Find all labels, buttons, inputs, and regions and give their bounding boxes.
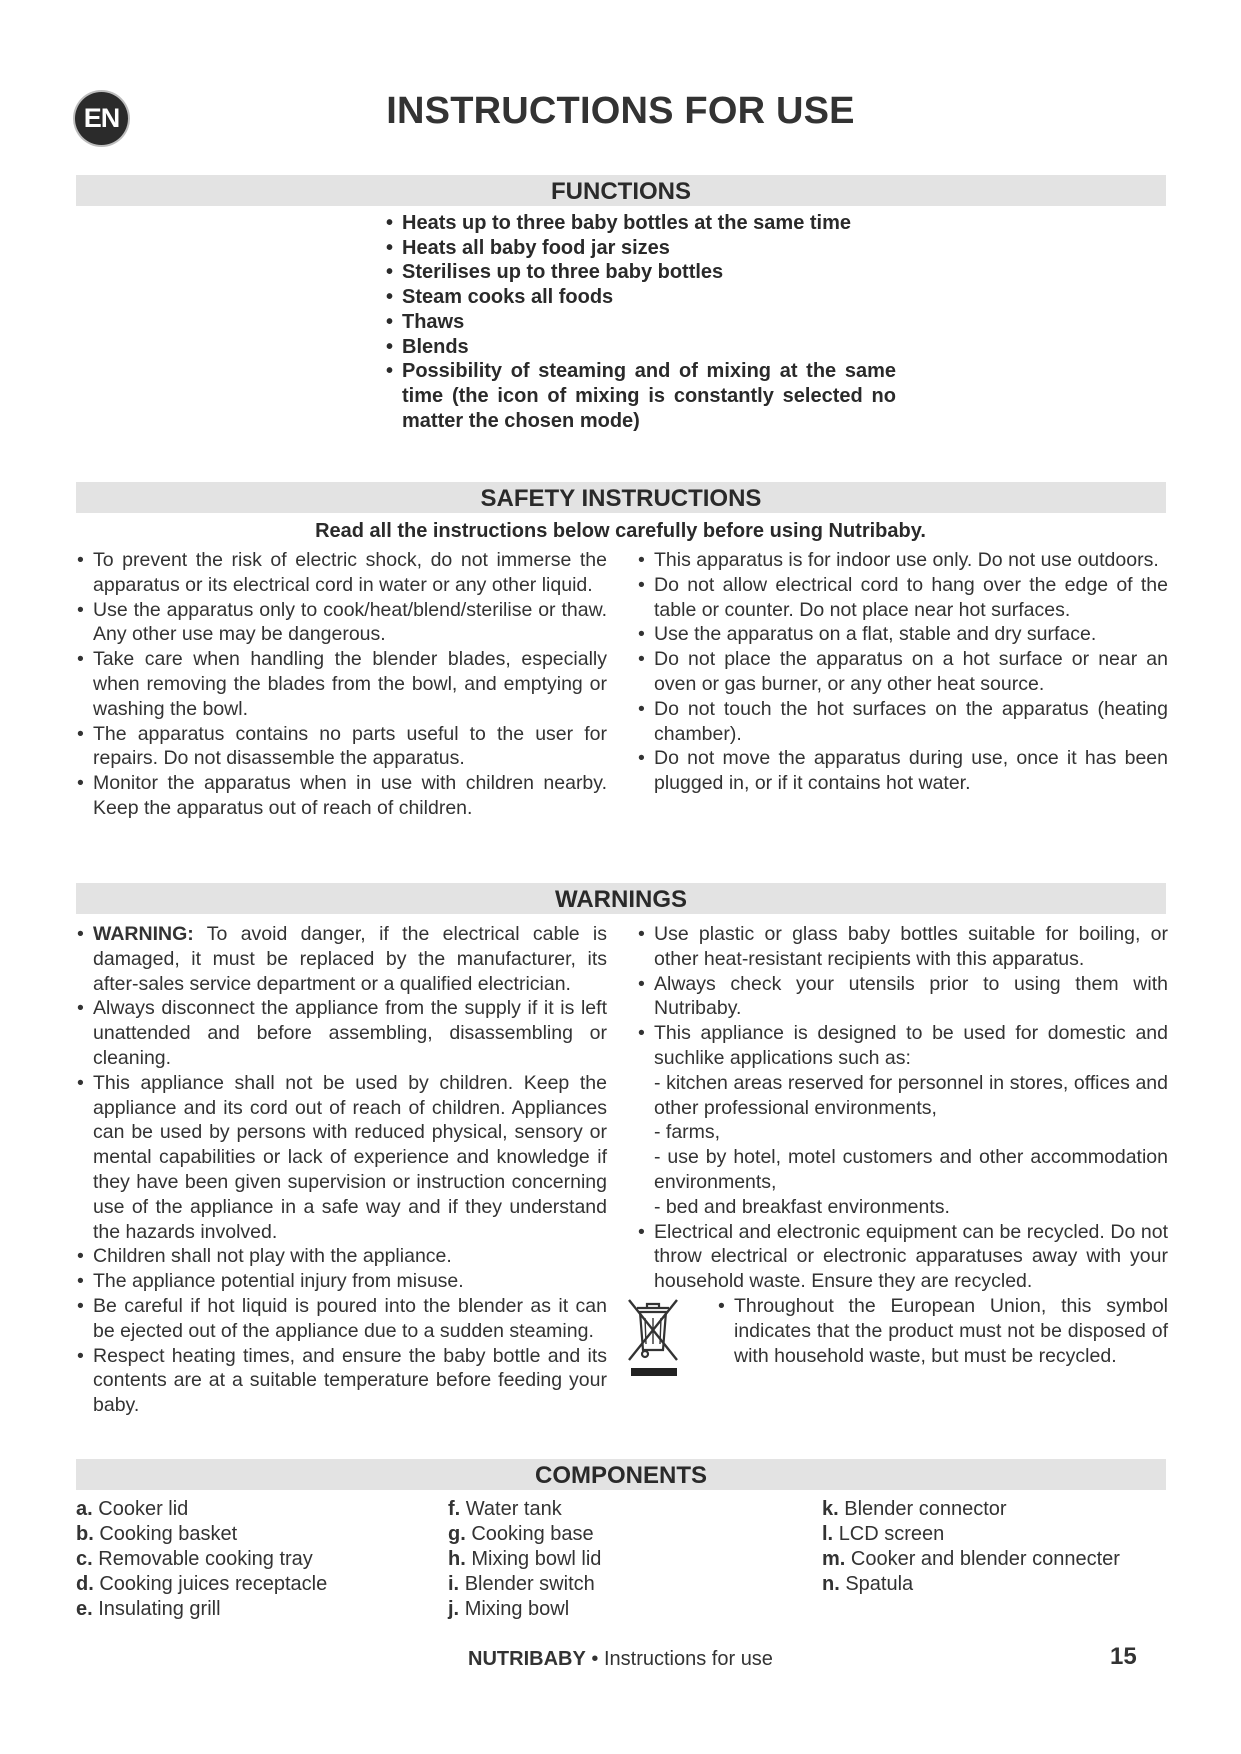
list-item: • Thaws: [386, 310, 896, 335]
list-item: • Take care when handling the blender blades, especially when removing the blades from the bowl, and emptying or washing the bowl.: [77, 647, 607, 721]
list-item: h. Mixing bowl lid: [448, 1548, 602, 1570]
list-item: • Always disconnect the appliance from the supply if it is left unattended and before assembling, disassembling or cleaning.: [77, 996, 607, 1070]
page-number: 15: [1110, 1643, 1137, 1670]
list-item: [77, 922, 607, 996]
list-item: c. Removable cooking tray: [76, 1548, 313, 1570]
warnings-right-column: [638, 922, 1168, 1368]
list-item: • Blends: [386, 335, 896, 360]
list-item: • Monitor the apparatus when in use with children nearby. Keep the apparatus out of reach of children.: [77, 771, 607, 821]
list-item: n. Spatula: [822, 1573, 914, 1595]
list-item: • This appliance shall not be used by children. Keep the appliance and its cord out of reach of children. Appliances can be used by persons with reduced physical, sensory or mental capabilities or lack of experience and knowledge if they have been given supervision or instruction concerning use of the appliance in a safe way and if they understand the hazards involved.: [77, 1071, 607, 1245]
list-item: • Use plastic or glass baby bottles suitable for boiling, or other heat-resistant recipients with this apparatus.: [638, 922, 1168, 972]
footer-separator: •: [591, 1648, 599, 1670]
list-item: • Children shall not play with the appliance.: [77, 1244, 607, 1269]
list-item: • Possibility of steaming and of mixing at the same time (the icon of mixing is constantly selected no matter the chosen mode): [386, 359, 896, 433]
list-item: d. Cooking juices receptacle: [76, 1573, 328, 1595]
list-item: j. Mixing bowl: [448, 1598, 570, 1620]
list-item: • Be careful if hot liquid is poured into the blender as it can be ejected out of the appliance due to a sudden steaming.: [77, 1294, 607, 1344]
list-item: l. LCD screen: [822, 1523, 945, 1545]
list-item: b. Cooking basket: [76, 1523, 238, 1545]
warning-text: To avoid danger, if the electrical cable is damaged, it must be replaced by the manufacturer, its after-sales service department or a qualified electrician.: [93, 923, 607, 995]
domestic-item: - bed and breakfast environments.: [654, 1195, 950, 1218]
weee-notice: [638, 1294, 1168, 1368]
safety-left-list: [77, 548, 607, 821]
list-item: • This apparatus is for indoor use only. Do not use outdoors.: [638, 548, 1168, 573]
components-col3: [822, 1497, 1182, 1597]
list-item: • The appliance potential injury from misuse.: [77, 1269, 607, 1294]
domestic-item: - kitchen areas reserved for personnel in stores, offices and other professional environments,: [654, 1071, 1168, 1119]
list-item: [638, 1021, 1168, 1219]
list-item: • Use the apparatus only to cook/heat/blend/sterilise or thaw. Any other use may be dangerous.: [77, 598, 607, 648]
domestic-item: - farms,: [654, 1121, 721, 1144]
safety-heading: SAFETY INSTRUCTIONS: [76, 482, 1166, 513]
warnings-right-list: [638, 922, 1168, 1294]
warning-label: WARNING:: [93, 923, 194, 945]
list-item: • The apparatus contains no parts useful to the user for repairs. Do not disassemble the apparatus.: [77, 722, 607, 772]
list-item: m. Cooker and blender connecter: [822, 1548, 1120, 1570]
list-item: a. Cooker lid: [76, 1498, 189, 1520]
components-col2: [448, 1497, 808, 1622]
components-col1: [76, 1497, 436, 1622]
list-item: • Do not allow electrical cord to hang over the edge of the table or counter. Do not place near hot surfaces.: [638, 573, 1168, 623]
footer-text: Instructions for use: [603, 1648, 773, 1670]
components-heading: COMPONENTS: [76, 1459, 1166, 1490]
list-item: • Do not touch the hot surfaces on the apparatus (heating chamber).: [638, 697, 1168, 747]
list-item: • Heats all baby food jar sizes: [386, 236, 896, 261]
crossed-out-wheelie-bin-icon: [623, 1294, 683, 1378]
domestic-item: - use by hotel, motel customers and other accommodation environments,: [654, 1146, 1168, 1193]
list-item: i. Blender switch: [448, 1573, 595, 1595]
list-item: • Always check your utensils prior to using them with Nutribaby.: [638, 972, 1168, 1022]
language-badge: EN: [75, 92, 128, 145]
warnings-heading: WARNINGS: [76, 883, 1166, 914]
list-item: • Use the apparatus on a flat, stable and dry surface.: [638, 622, 1168, 647]
list-item: • Heats up to three baby bottles at the same time: [386, 211, 896, 236]
list-item: k. Blender connector: [822, 1498, 1007, 1520]
footer-brand: NUTRIBABY: [468, 1648, 586, 1670]
list-item: • To prevent the risk of electric shock, do not immerse the apparatus or its electrical cord in water or any other liquid.: [77, 548, 607, 598]
list-item: e. Insulating grill: [76, 1598, 221, 1620]
list-item: • Do not place the apparatus on a hot surface or near an oven or gas burner, or any other heat source.: [638, 647, 1168, 697]
warnings-left-list: [77, 922, 607, 1418]
safety-lead: Read all the instructions below carefully before using Nutribaby.: [315, 520, 926, 542]
list-item: • Electrical and electronic equipment can be recycled. Do not throw electrical or electronic apparatuses away with your household waste. Ensure they are recycled.: [638, 1220, 1168, 1294]
footer: [0, 1648, 1241, 1671]
list-item: • Respect heating times, and ensure the baby bottle and its contents are at a suitable temperature before feeding your baby.: [77, 1344, 607, 1418]
list-item: • Steam cooks all foods: [386, 285, 896, 310]
safety-right-list: [638, 548, 1168, 796]
list-item: f. Water tank: [448, 1498, 562, 1520]
list-item: • Do not move the apparatus during use, once it has been plugged in, or if it contains hot water.: [638, 746, 1168, 796]
page-title: INSTRUCTIONS FOR USE: [386, 90, 855, 132]
domestic-intro: • This appliance is designed to be used for domestic and suchlike applications such as:: [654, 1022, 1168, 1069]
list-item: • Sterilises up to three baby bottles: [386, 260, 896, 285]
functions-heading: FUNCTIONS: [76, 175, 1166, 206]
list-item: g. Cooking base: [448, 1523, 594, 1545]
weee-text: • Throughout the European Union, this symbol indicates that the product must not be disposed of with household waste, but must be recycled.: [718, 1294, 1168, 1368]
functions-list: [386, 211, 896, 433]
